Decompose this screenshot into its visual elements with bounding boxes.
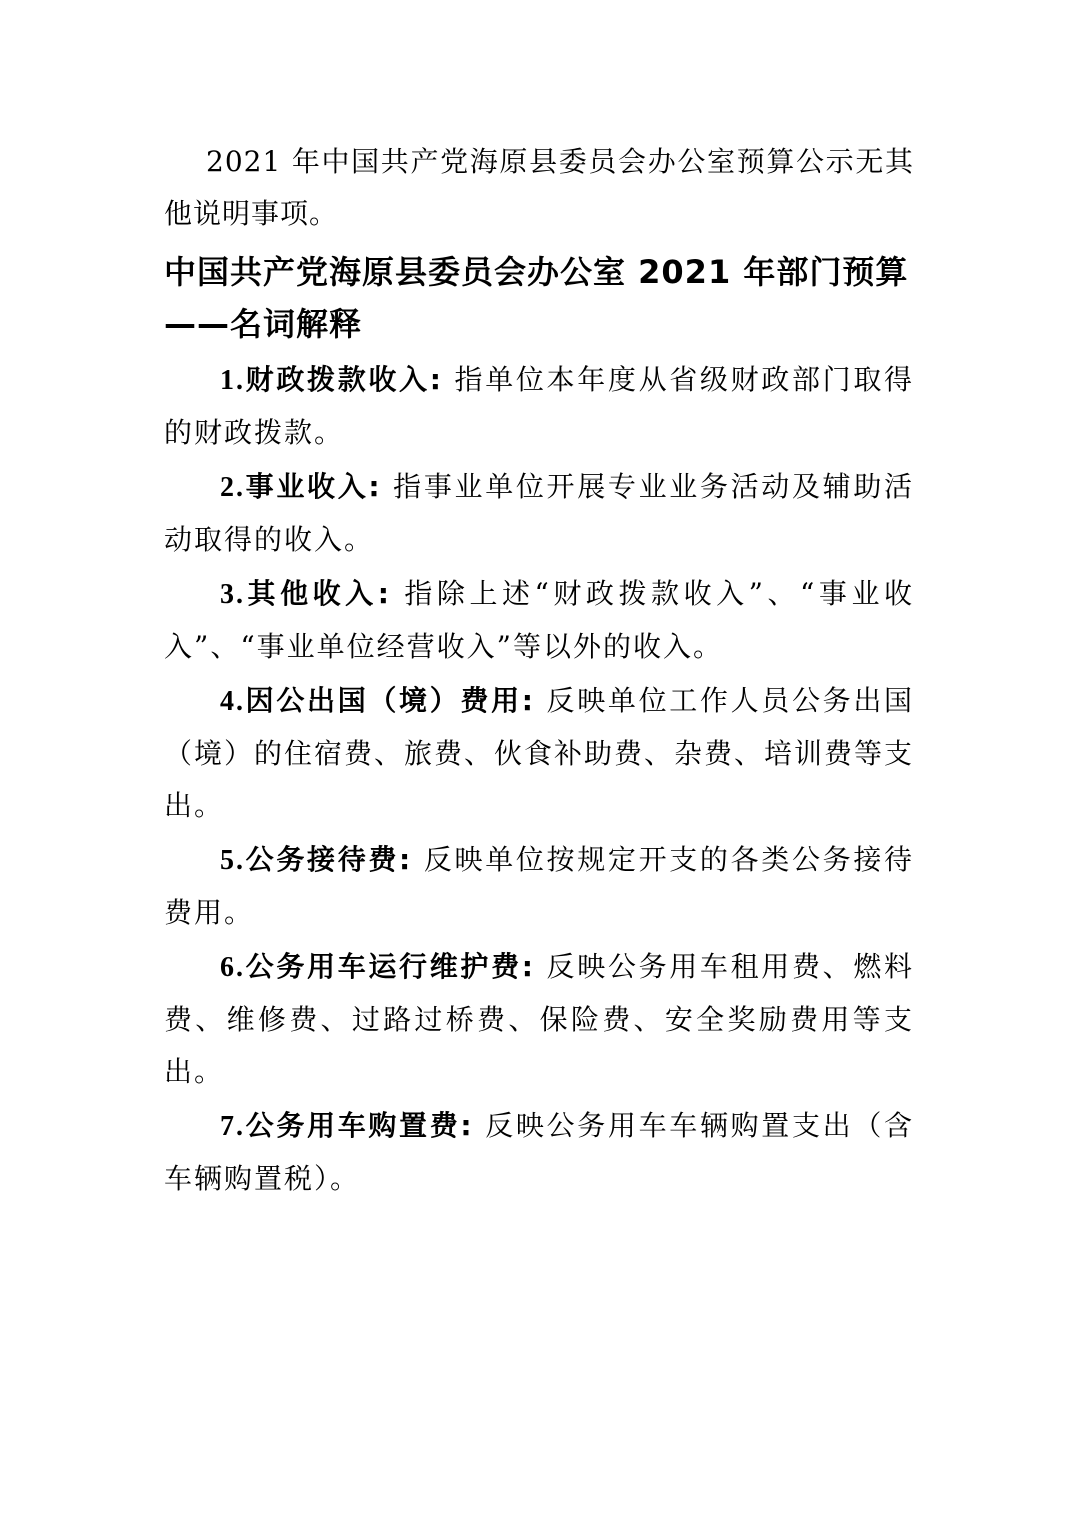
term-item	[164, 941, 914, 1098]
term-number: 7.	[220, 1111, 245, 1142]
term-description: 指事业单位开展专业业务活动及辅助活动取得的收入。	[164, 470, 915, 556]
term-name: 因公出国（境）费用:	[245, 684, 535, 717]
term-item	[164, 1100, 914, 1205]
term-description: 指单位本年度从省级财政部门取得的财政拨款。	[164, 363, 914, 449]
term-name: 事业收入:	[245, 470, 382, 503]
term-number: 6.	[220, 952, 245, 983]
section-heading: 中国共产党海原县委员会办公室 2021 年部门预算——名词解释	[164, 253, 909, 343]
term-number: 5.	[220, 845, 245, 876]
term-description: 反映单位按规定开支的各类公务接待费用。	[164, 843, 914, 929]
term-item	[164, 461, 914, 566]
term-item	[164, 568, 914, 673]
term-item	[164, 354, 914, 459]
term-item	[164, 675, 914, 832]
term-name: 公务接待费:	[245, 843, 413, 876]
term-name: 公务用车购置费:	[245, 1109, 474, 1142]
document-body	[164, 136, 914, 1207]
term-number: 4.	[220, 686, 245, 717]
intro-paragraph: 2021 年中国共产党海原县委员会办公室预算公示无其他说明事项。	[164, 145, 914, 230]
term-item	[164, 834, 914, 939]
term-description: 反映公务用车车辆购置支出（含车辆购置税）。	[164, 1109, 915, 1195]
term-name: 其他收入:	[245, 577, 391, 610]
term-name: 公务用车运行维护费:	[245, 950, 535, 983]
term-number: 2.	[220, 472, 245, 503]
term-description: 指除上述“财政拨款收入”、“事业收入”、“事业单位经营收入”等以外的收入。	[164, 577, 914, 663]
term-description: 反映单位工作人员公务出国（境）的住宿费、旅费、伙食补助费、杂费、培训费等支出。	[164, 684, 915, 822]
term-description: 反映公务用车租用费、燃料费、维修费、过路过桥费、保险费、安全奖励费用等支出。	[164, 950, 914, 1088]
term-number: 3.	[220, 579, 245, 610]
term-name: 财政拨款收入:	[245, 363, 443, 396]
term-number: 1.	[220, 365, 245, 396]
